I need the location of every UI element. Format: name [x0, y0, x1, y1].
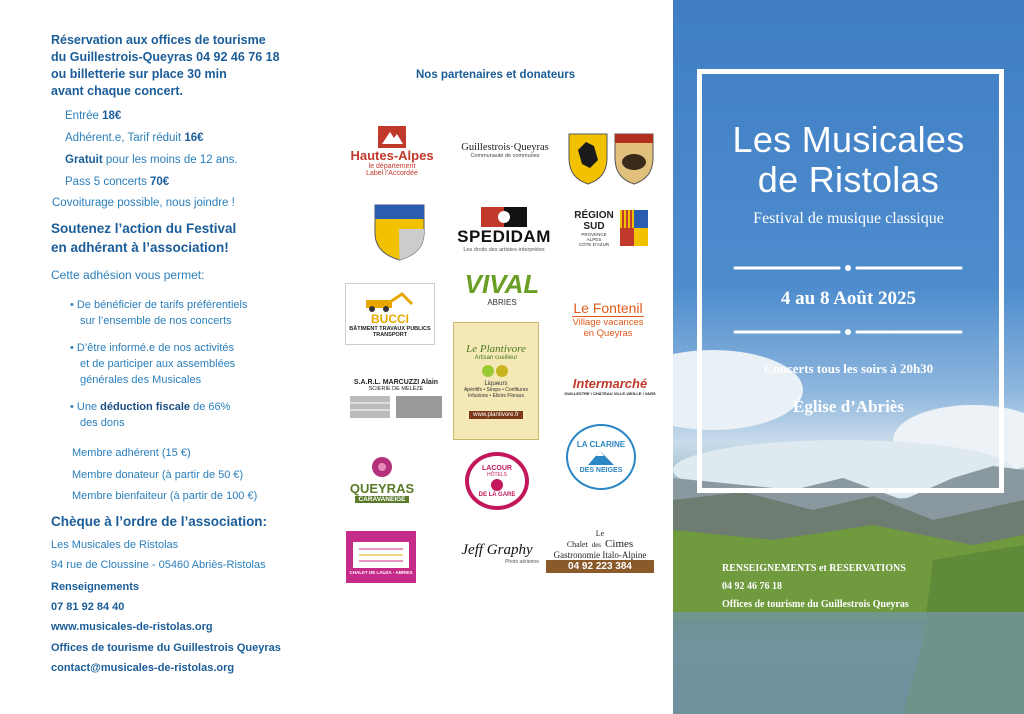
festival-subtitle: Festival de musique classique — [753, 210, 944, 227]
booking-offices: Offices de tourisme du Guillestrois Queyras — [722, 599, 909, 610]
excavator-icon — [360, 290, 420, 312]
chalet-lauza-logo: CHALET DE LAUZA - ABRIES — [346, 531, 416, 583]
association-address: 94 rue de Cloussine - 05460 Abriès-Ristolas — [51, 559, 266, 571]
coats-of-arms-icon — [566, 132, 656, 186]
queyras-caravaneige-logo: QUEYRAS CARAVANEIGE — [346, 446, 418, 510]
flower-icon — [368, 453, 396, 481]
plantivore-logo: Le Plantivore Artisan cueilleur Liqueurs Apéritifs • Sirops • Confitures Infusions • Elixirs Floraux www.plantivore.fr — [453, 322, 539, 440]
guillestrois-queyras-logo: Guillestrois·Queyras Communauté de communes — [461, 141, 549, 159]
info-column — [0, 0, 330, 714]
ornament-divider — [673, 263, 1024, 273]
bucci-logo: BUCCI BÂTIMENT TRAVAUX PUBLICS TRANSPORT — [345, 283, 435, 345]
price-pass: Pass 5 concerts 70€ — [65, 176, 170, 188]
star-icon — [490, 478, 504, 492]
adhesion-intro: Cette adhésion vous permet: — [51, 268, 205, 282]
intermarche-logo: Intermarché GUILLESTRE / CHÂTEAU VILLE-VIEILLE / VARS — [564, 376, 656, 396]
booking-heading: RENSEIGNEMENTS et RESERVATIONS — [722, 563, 906, 574]
contact-label: Renseignements — [51, 581, 140, 593]
support-heading: Soutenez l’action du Festival en adhérant à l’association! — [51, 221, 237, 255]
price-entree: Entrée 18€ — [65, 110, 122, 122]
marcuzzi-logo: S.A.R.L. MARCUZZI Alain SCIERIE DE MÉLÈZE — [345, 370, 447, 428]
ornament-divider — [673, 327, 1024, 337]
tourism-offices: Offices de tourisme du Guillestrois Queyras — [51, 642, 281, 654]
reservation-info: Réservation aux offices de tourisme du Guillestrois-Queyras 04 92 46 76 18 ou billetterie sur place 30 min avant chaque concert. — [51, 33, 280, 98]
booking-phone[interactable]: 04 92 46 76 18 — [722, 581, 782, 592]
wood-planks-icon — [348, 392, 444, 420]
le-fontenil-logo: Le Fontenil Village vacances en Queyras — [572, 299, 644, 339]
cover-panel — [673, 0, 1024, 714]
hautes-alpes-logo: Hautes-Alpes le département Label l’Accordée — [352, 122, 432, 180]
mountain-peak-icon — [586, 449, 616, 467]
lacour-hotel-logo: LACOUR HÔTELS DE LA GARE — [465, 452, 529, 510]
benefit-tarifs: • De bénéficier de tarifs préférentiels sur l’ensemble de nos concerts — [70, 299, 248, 327]
abries-ristolas-arms-icon — [372, 199, 427, 261]
chalet-des-cimes-logo: Le Chalet des Cimes Gastronomie Italo-Alpine 04 92 223 384 — [546, 519, 654, 581]
concert-times: Concerts tous les soirs à 20h30 — [763, 361, 934, 376]
website-link[interactable]: www.musicales-de-ristolas.org — [51, 621, 213, 633]
region-flag-icon — [620, 210, 648, 246]
spedidam-emblem-icon — [481, 207, 527, 227]
festival-dates: 4 au 8 Août 2025 — [780, 288, 917, 309]
association-name: Les Musicales de Ristolas — [51, 539, 179, 551]
la-clarine-logo: LA CLARINE DES NEIGES — [566, 424, 636, 490]
covoiturage-note: Covoiturage possible, nous joindre ! — [52, 197, 235, 209]
member-adherent: Membre adhérent (15 €) — [72, 447, 191, 459]
contact-phone[interactable]: 07 81 92 84 40 — [51, 601, 125, 613]
partners-heading: Nos partenaires et donateurs — [416, 69, 576, 81]
price-gratuit: Gratuit pour les moins de 12 ans. — [65, 154, 238, 166]
jeff-graphy-logo: Jeff Graphy Photo aérienne — [461, 541, 539, 565]
member-donateur: Membre donateur (à partir de 50 €) — [72, 469, 244, 481]
spedidam-logo: SPEDIDAM Les droits des artistes-interprètes — [452, 201, 556, 259]
festival-title: Les Musicales de Ristolas — [732, 119, 965, 200]
price-reduit: Adhérent.e, Tarif réduit 16€ — [65, 132, 204, 144]
email-link[interactable]: contact@musicales-de-ristolas.org — [51, 662, 235, 674]
herb-icon — [478, 361, 514, 381]
mountain-icon — [378, 126, 406, 148]
benefit-info: • D’être informé.e de nos activités et de participer aux assemblées générales des Musicales — [70, 342, 236, 386]
venue: Église d’Abriès — [793, 397, 904, 416]
member-bienfaiteur: Membre bienfaiteur (à partir de 100 €) — [72, 490, 258, 502]
region-sud-logo: RÉGION SUD PROVENCE ALPES CÔTE D’AZUR — [566, 203, 656, 253]
vival-logo: VIVAL ABRIES — [464, 268, 540, 307]
benefit-deduction: • Une déduction fiscale de 66% des dons — [70, 401, 231, 429]
cheque-heading: Chèque à l’ordre de l’association: — [51, 514, 268, 529]
menu-card-icon — [351, 540, 411, 570]
